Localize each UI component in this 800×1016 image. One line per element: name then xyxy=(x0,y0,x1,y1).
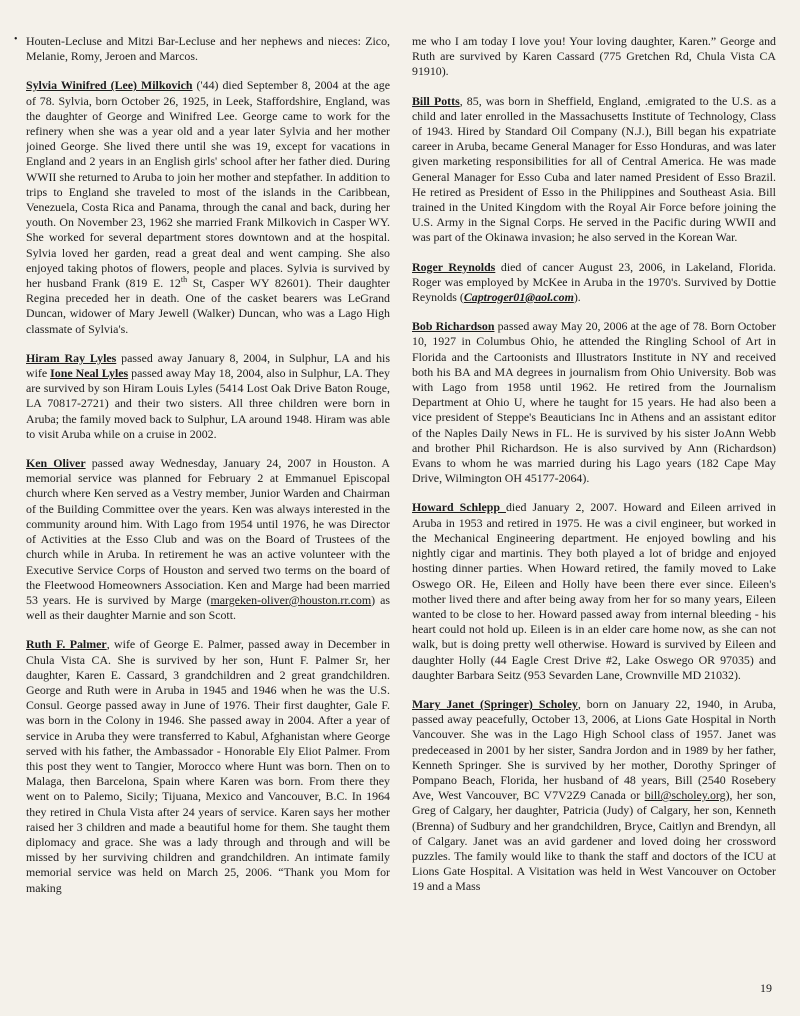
obituary-name: Mary Janet (Springer) Scholey xyxy=(412,696,578,711)
page-number: 19 xyxy=(760,981,772,995)
obituary-name: Howard Schlepp xyxy=(412,500,506,515)
obituary-text: , born on January 22, 1940, in Aruba, passed away peacefully, October 13, 2006, at Lions Gate Hospital in North Vancouver. She was in the Lago High School class of 1957. Janet was predeceased in 2001 by her sister, Sandra Jordon and in 1989 by her father, Kenneth Springer. She is survived by her mother, Dorothy Springer of Pompano Beach, Florida, her husband of 48 years, Bill (2540 Rosebery Ave, West Vancouver, BC V7V2Z9 Canada or xyxy=(412,696,776,803)
obituary-name: Bob Richardson xyxy=(412,319,495,334)
obituary-schlepp xyxy=(412,500,776,682)
obituary-text: passed away May 20, 2006 at the age of 78. Born October 10, 1927 in Columbus Ohio, he attended the Ringling School of Art in Florida and the Cartoonists and Illustrators Institute in NY and received both his BA and MA degrees in journalism from Ohio University. Bob was with Lago from 1958 until 1962. He retired from the Journalism Department at Ohio U, where he taught for 15 years. He had also been a vice president of Steppe's Beauticians Inc in Athens and an assistant editor of the Naples Daily News in FL. He is survived by his sister JoAnn Webb and brother Phil Richardson. He is also survived by Ann (Richardson) Evans to whom he was married during his Lago years (182 Cape May Drive, Wilmington OH 45177-2064). xyxy=(412,319,776,486)
left-column xyxy=(26,34,390,984)
obituary-text-cont: ). xyxy=(573,290,581,305)
margin-mark: • xyxy=(14,34,18,45)
obituary-name: Ken Oliver xyxy=(26,456,86,471)
email-link[interactable]: margeken-oliver@houston.rr.com xyxy=(210,592,372,607)
obituary-potts xyxy=(412,94,776,246)
email-link[interactable]: bill@scholey.org xyxy=(644,788,726,803)
continued-text: me who I am today I love you! Your loving daughter, Karen.” George and Ruth are survived by Karen Cassard (775 Gretchen Rd, Chula Vista CA 91910). xyxy=(412,34,776,79)
obituary-lyles xyxy=(26,351,390,442)
obituary-text-cont: ), her son, Greg of Calgary, her daughter, Patricia (Judy) of Calgary, her son, Kenneth (Brenna) of Sudbury and her grandchildren, Bryce, Caitlyn and Brendyn, all of Calgary. Janet was an avid gardener and loved doing her crossword puzzles. The family would like to thank the staff and doctors of the ICU at Lions Gate Hospital. A Visitation was held in West Vancouver on October 19 and a Mass xyxy=(412,788,776,894)
obituary-text-cont: St, Casper WY 82601). Their daughter Regina preceded her in death. One of the casket bearers was LeGrand Duncan, widower of Mary Jewell (Walker) Duncan, who was a Lago High classmate of Sylvia's. xyxy=(26,276,390,336)
obituary-palmer xyxy=(26,637,390,895)
obituary-name: Ruth F. Palmer xyxy=(26,637,107,652)
obituary-text-cont: ) as well as their daughter Marnie and son Scott. xyxy=(26,592,390,623)
obituary-name: Sylvia Winifred (Lee) Milkovich xyxy=(26,78,193,93)
continued-entry xyxy=(26,34,390,64)
continued-text: Houten-Lecluse and Mitzi Bar-Lecluse and her nephews and nieces: Zico, Melanie, Romy, Jeroen and Marcos. xyxy=(26,34,390,64)
obituary-reynolds xyxy=(412,260,776,306)
obituary-text-cont: passed away May 18, 2004, also in Sulphur, LA. They are survived by son Hiram Louis Lyles (5414 Lost Oak Drive Baton Rouge, LA 70817-2721) and their two sisters. All three children were born in Aruba; the family moved back to Sulphur, LA around 1948. Hiram was able to visit Aruba while on a cruise in 2002. xyxy=(26,366,390,441)
palmer-continued xyxy=(412,34,776,80)
right-column xyxy=(412,34,776,984)
obituary-text: ('44) died September 8, 2004 at the age of 78. Sylvia, born October 26, 1925, in Leek, Staffordshire, England, was the daughter of George and Winifred Lee. George came to work for the refinery when she was a year old and a year later Sylvia and her mother joined George. She lived there until she was 19, except for vacations in England and 2 years in an English girls' school after her father died. During WWII she returned to Aruba to join her mother and stepfather. In addition to trips to England she traveled to most of the islands in the Caribbean, Venezuela, Costa Rica and Panama, through the canal and back, during her youth. On November 23, 1962 she married Frank Milkovich in Casper WY. She worked for several department stores downtown and at the hospital. Sylvia loved her garden, read a great deal and went camping. She also enjoyed taking photos of flowers, people and places. Sylvia is survived by her husband Frank (819 E. 12 xyxy=(26,78,390,291)
obituary-name-spouse: Ione Neal Lyles xyxy=(50,366,129,381)
ordinal-suffix: th xyxy=(180,275,188,285)
email-link[interactable]: Captroger01@aol.com xyxy=(463,290,574,305)
obituary-text: passed away January 8, 2004, in Sulphur, LA and his wife xyxy=(26,350,390,381)
obituary-richardson xyxy=(412,319,776,486)
obituary-scholey xyxy=(412,697,776,895)
obituary-text: died of cancer August 23, 2006, in Lakeland, Florida. Roger was employed by McKee in Aruba in the 1970's. Survived by Dottie Reynolds ( xyxy=(412,259,776,305)
obituary-name: Hiram Ray Lyles xyxy=(26,350,117,365)
obituary-name: Bill Potts xyxy=(412,93,460,108)
obituary-name: Roger Reynolds xyxy=(412,259,496,274)
obituary-text: , wife of George E. Palmer, passed away in December in Chula Vista CA. She is survived by her son, Hunt F. Palmer Sr, her daughter, Karen E. Cassard, 3 grandchildren and 2 great grandchildren. George and Ruth were in Aruba in 1945 and 1946 when he was the U.S. Consul. George passed away in June of 1976. Their first daughter, Gale F. was born in the Colony in 1946. She passed away in 2004. After a year of service in Aruba they were transferred to Kabul, Afghanistan where George served with his father, the Ambassador - Honorable Ely Eliot Palmer. From this post they went to Tangier, Morocco where Hunt was born. Then on to Malaga, then Barcelona, Spain where Karen was born. From there they went on to Palemo, Sicily; Tijuana, Mexico and Vancouver, B.C. In 1964 they retired in Chula Vista after 24 years of service. Karen says her mother raised her 3 children and made a beautiful home for them. She taught them diplomacy and grace. She was a lady through and through and will be missed by her surviving children and grandchildren. An intimate family memorial service was held on March 25, 2006. “Thank you Mom for making xyxy=(26,637,390,895)
obituary-text: , 85, was born in Sheffield, England, .emigrated to the U.S. as a child and later enrolled in the Massachusetts Institute of Technology, Class of 1943. Hired by Standard Oil Company (N.J.), Bill began his expatriate career in Aruba, became General Manager for Esso Honduras, and was later given marketing responsibilities for all of Central America. He was made General Manager for Esso Cuba and later named President of Esso Brazil. He retired as President of Esso in the Philippines and Southeast Asia. Bill trained in the United Kingdom with the Royal Air Force before joining the U.S. Army in the Signal Corps. He served in the Pacific during WWII and was part of the Okinawa invasion; he also served in the Korean War. xyxy=(412,93,776,245)
obituary-text: died January 2, 2007. Howard and Eileen arrived in Aruba in 1953 and retired in 1975. He was a civil engineer, but worked in the Mechanical Engineering department. He enjoyed bowling and his nightly cigar and martinis. They both played a lot of bridge and enjoyed hosting dinner parties. When Howard retired, the family moved to Lake Oswego OR. He, Eileen and Holly have been there ever since. Eileen's mother lived there and after being away from her for so many years, Eileen wanted to be close to her. Howard passed away from internal bleeding - his heart could not hold up. Eileen is in an elder care home now, as she can not walk, but is doing pretty well otherwise. Howard is survived by Eileen and daughter Holly (44 Eagle Crest Drive #2, Lake Oswego OR 97035) and daughter Barbara Seitz (953 Sevarden Lane, Crownville MD 21032). xyxy=(412,500,776,682)
obituary-milkovich xyxy=(26,78,390,336)
obituary-oliver xyxy=(26,456,390,623)
obituary-text: passed away Wednesday, January 24, 2007 in Houston. A memorial service was planned for February 2 at Emmanuel Episcopal church where Ken served as a Vestry member, Junior Warden and Chairman of the Building Committee over the years. Ken was always interested in the community around him. With Lago from 1954 until 1976, he was Director of Activities at the Esso Club and was on the Board of Trustees of the church while in Aruba. In retirement he was an active volunteer with the Executive Service Corps of Houston and served two terms on the board of the Fleetwood Homeowners Association. Ken and Marge had been married 53 years. He is survived by Marge ( xyxy=(26,456,390,607)
newsletter-page xyxy=(26,34,776,984)
